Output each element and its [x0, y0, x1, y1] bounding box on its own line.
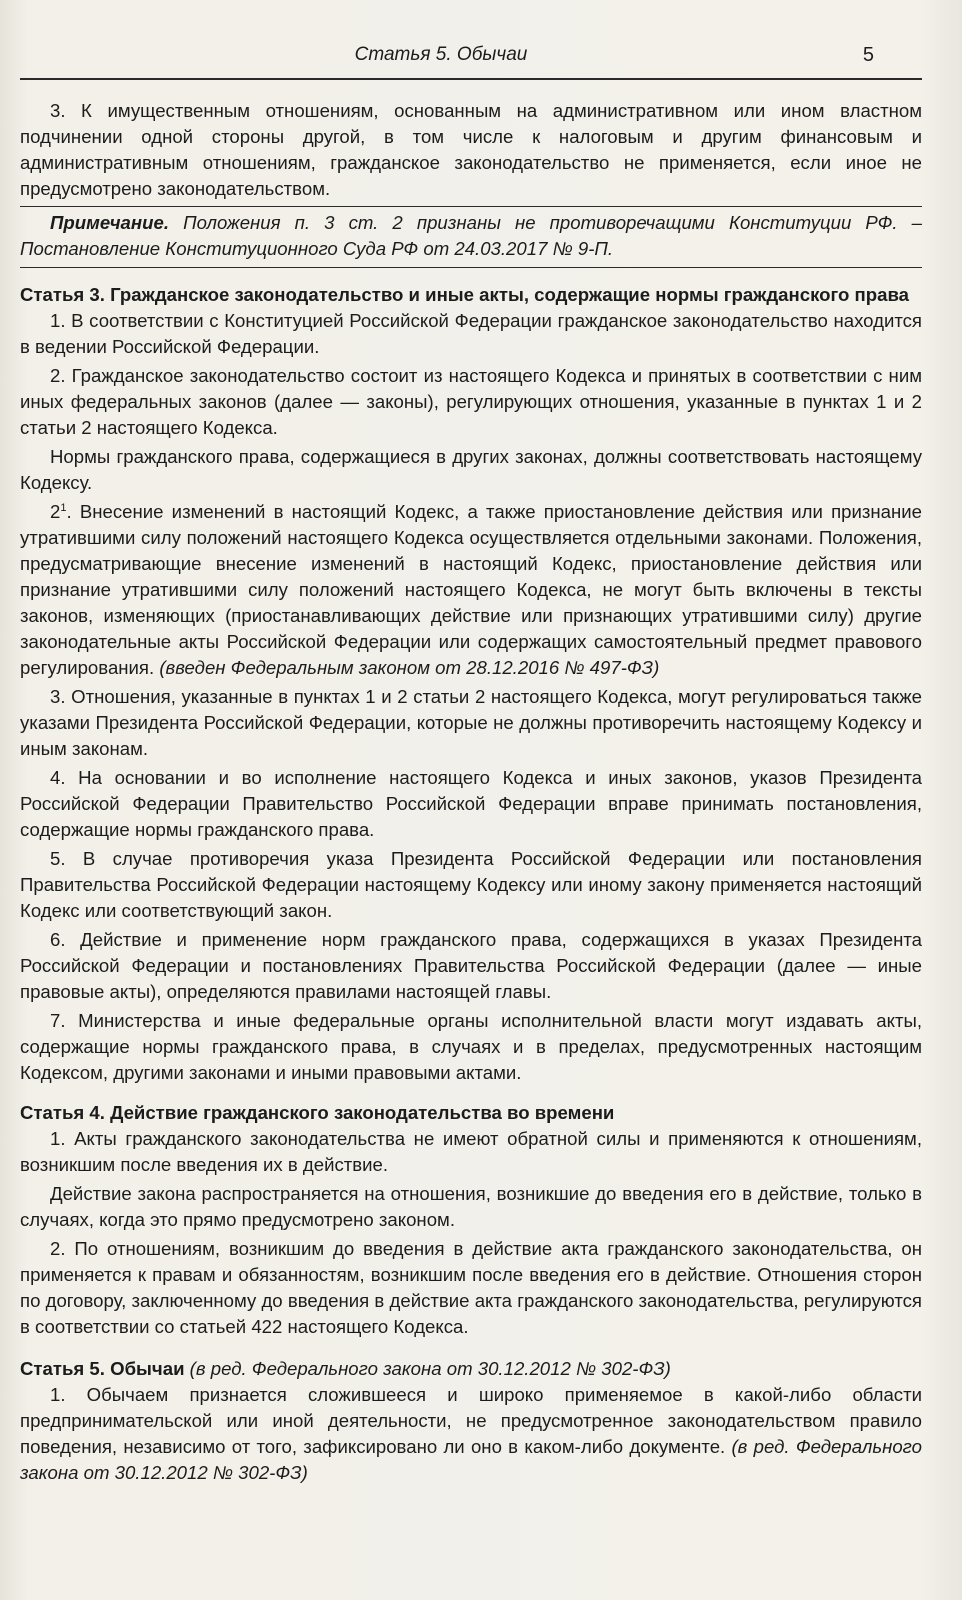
article-4-heading: Статья 4. Действие гражданского законодательства во времени	[20, 1102, 615, 1123]
article-4-paragraph-1b: Действие закона распространяется на отношения, возникшие до введения его в действие, только в случаях, когда это прямо предусмотрено законом.	[20, 1183, 922, 1230]
paragraph-superscript: 1	[60, 501, 67, 514]
article-5-title: Статья 5. Обычаи	[20, 1358, 185, 1379]
page-body	[20, 98, 922, 1486]
article-3-paragraph-6: 6. Действие и применение норм гражданского права, содержащихся в указах Президента Российской Федерации и постановлениях Правительства Российской Федерации (далее — иные правовые акты), определяются правилами настоящей главы.	[20, 929, 922, 1002]
article-5-heading	[20, 1356, 922, 1382]
paragraph-text: 1. Обычаем признается сложившееся и широко применяемое в какой-либо области предпринимательской или иной деятельности, не предусмотренное законодательством правило поведения, независимо от того, зафиксировано ли оно в каком-либо документе.	[20, 1384, 922, 1457]
running-head	[20, 0, 922, 78]
article-5-paragraph-1	[20, 1382, 922, 1486]
article-3-heading: Статья 3. Гражданское законодательство и иные акты, содержащие нормы гражданского права	[20, 284, 909, 305]
note-block	[20, 207, 922, 267]
article-3-paragraph-2-1	[20, 499, 922, 681]
article-3-paragraph-3: 3. Отношения, указанные в пунктах 1 и 2 статьи 2 настоящего Кодекса, могут регулироваться также указами Президента Российской Федерации, которые не должны противоречить настоящему Кодексу и иным законам.	[20, 686, 922, 759]
amendment-reference: (в ред. Федерального закона от 30.12.2012 № 302-ФЗ)	[20, 1436, 922, 1483]
article-3-paragraph-7: 7. Министерства и иные федеральные органы исполнительной власти могут издавать акты, содержащие нормы гражданского права, в случаях и в пределах, предусмотренных настоящим Кодексом, другими законами и иными правовыми актами.	[20, 1010, 922, 1083]
note-text: Положения п. 3 ст. 2 признаны не противоречащими Конституции РФ. – Постановление Конституционного Суда РФ от 24.03.2017 № 9-П.	[20, 212, 922, 259]
header-rule	[20, 78, 922, 80]
running-head-title: Статья 5. Обычаи	[354, 44, 528, 65]
note-bottom-rule	[20, 267, 922, 268]
article-3-paragraph-2: 2. Гражданское законодательство состоит из настоящего Кодекса и принятых в соответствии с ним иных федеральных законов (далее — законы), регулирующих отношения, указанные в пунктах 1 и 2 статьи 2 настоящего Кодекса.	[20, 365, 922, 438]
article-2-paragraph-3: 3. К имущественным отношениям, основанным на административном или ином властном подчинении одной стороны другой, в том числе к налоговым и другим финансовым и административным отношениям, гражданское законодательство не применяется, если иное не предусмотрено законодательством.	[20, 100, 922, 199]
article-5-edition-note: (в ред. Федерального закона от 30.12.2012 № 302-ФЗ)	[184, 1358, 671, 1379]
article-3-paragraph-5: 5. В случае противоречия указа Президента Российской Федерации или постановления Правительства Российской Федерации настоящему Кодексу или иному закону применяется настоящий Кодекс или соответствующий закон.	[20, 848, 922, 921]
article-4-paragraph-2: 2. По отношениям, возникшим до введения в действие акта гражданского законодательства, он применяется к правам и обязанностям, возникшим после введения его в действие. Отношения сторон по договору, заключенному до введения в действие акта гражданского законодательства, регулируются в соответствии со статьей 422 настоящего Кодекса.	[20, 1238, 922, 1337]
article-3-paragraph-2b: Нормы гражданского права, содержащиеся в других законах, должны соответствовать настоящему Кодексу.	[20, 446, 922, 493]
paragraph-number: 2	[50, 501, 61, 522]
article-4-paragraph-1: 1. Акты гражданского законодательства не имеют обратной силы и применяются к отношениям, возникшим после введения их в действие.	[20, 1128, 922, 1175]
amendment-reference: (введен Федеральным законом от 28.12.2016 № 497-ФЗ)	[154, 657, 660, 678]
article-3-paragraph-4: 4. На основании и во исполнение настоящего Кодекса и иных законов, указов Президента Российской Федерации Правительство Российской Федерации вправе принимать постановления, содержащие нормы гражданского права.	[20, 767, 922, 840]
article-3-paragraph-1: 1. В соответствии с Конституцией Российской Федерации гражданское законодательство находится в ведении Российской Федерации.	[20, 310, 922, 357]
page-number: 5	[862, 44, 874, 66]
note-label: Примечание.	[50, 212, 169, 233]
paragraph-text: . Внесение изменений в настоящий Кодекс, а также приостановление действия или признание утратившими силу положений настоящего Кодекса осуществляется отдельными законами. Положения, предусматривающие внесение изменений в настоящий Кодекс, приостановление действия или признание утратившими силу положений настоящего Кодекса, не могут быть включены в тексты законов, изменяющих (приостанавливающих действие или признающих утратившими силу) другие законодательные акты Российской Федерации или содержащих самостоятельный предмет правового регулирования.	[20, 501, 922, 678]
